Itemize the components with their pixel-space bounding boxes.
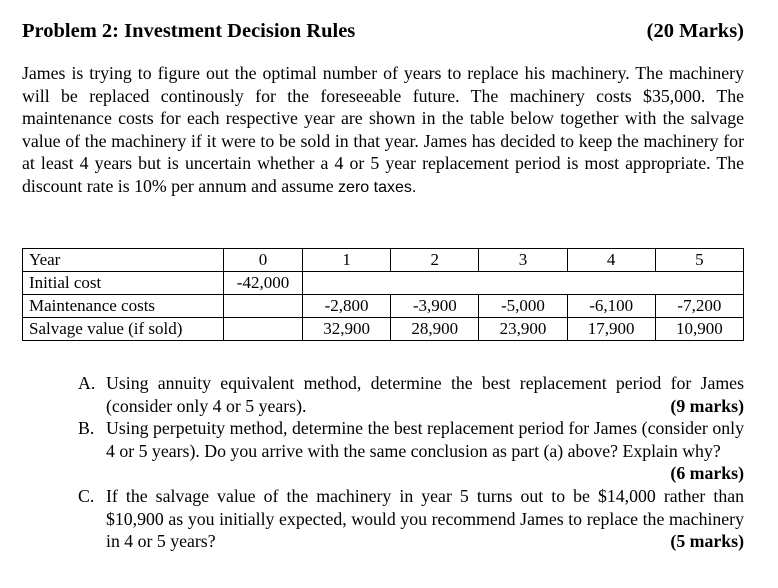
table-header-cell: 0: [224, 249, 303, 272]
question-body: Using annuity equivalent method, determine the best replacement period for James (consider only 4 or 5 years).: [106, 373, 744, 416]
table-cell: 10,900: [655, 318, 743, 341]
question-body: Using perpetuity method, determine the best replacement period for James (consider only 4 or 5 years). Do you arrive with the same conclusion as part (a) above? Explain why?: [106, 418, 744, 461]
row-label: Maintenance costs: [23, 295, 224, 318]
table-header-row: [23, 249, 744, 272]
table-header-cell: 3: [479, 249, 567, 272]
table-header-cell: Year: [23, 249, 224, 272]
table-cell: -42,000: [224, 272, 303, 295]
problem-marks: (20 Marks): [646, 20, 744, 42]
table-cell: [224, 295, 303, 318]
intro-text: James is trying to figure out the optimal number of years to replace his machinery. The machinery will be replaced continously for the foreseeable future. The machinery costs $35,000. The maintenance costs for each respective year are shown in the table below together with the salvage value of the machinery if it were to be sold in that year. James has decided to keep the machinery for at least 4 years but is uncertain whether a 4 or 5 year replacement period is most appropriate. The discount rate is 10% per annum and assume: [22, 63, 744, 196]
question-marks: (5 marks): [670, 531, 744, 552]
question-text: [106, 372, 744, 417]
table-cell: 28,900: [391, 318, 479, 341]
table-header-cell: 1: [303, 249, 391, 272]
table-cell: -5,000: [479, 295, 567, 318]
question-body: If the salvage value of the machinery in year 5 turns out to be $14,000 rather than $10,900 as you initially expected, would you recommend James to replace the machinery in 4 or 5 years?: [106, 485, 744, 552]
table-cell: -3,900: [391, 295, 479, 318]
table-header-cell: 5: [655, 249, 743, 272]
row-label: Initial cost: [23, 272, 224, 295]
table-cell: -2,800: [303, 295, 391, 318]
question-item: [78, 417, 744, 485]
questions-list: [78, 372, 744, 553]
question-text: [106, 485, 744, 553]
question-marks: (9 marks): [670, 395, 744, 416]
table-row: [23, 295, 744, 318]
table-cell: 23,900: [479, 318, 567, 341]
table-cell: [224, 318, 303, 341]
problem-title: Problem 2: Investment Decision Rules: [22, 20, 356, 42]
table-cell: 32,900: [303, 318, 391, 341]
table-cell-empty: [303, 272, 744, 295]
title-row: [22, 20, 744, 46]
intro-paragraph: [22, 62, 744, 200]
table-cell: -7,200: [655, 295, 743, 318]
question-letter: A.: [78, 373, 96, 393]
question-letter: B.: [78, 418, 95, 439]
table-row: [23, 272, 744, 295]
row-label: Salvage value (if sold): [23, 318, 224, 341]
question-marks: (6 marks): [670, 463, 744, 484]
cost-table: [22, 248, 744, 341]
table-row: [23, 318, 744, 341]
table-cell: 17,900: [567, 318, 655, 341]
question-item: [78, 485, 744, 553]
table-cell: -6,100: [567, 295, 655, 318]
question-text: [106, 417, 744, 485]
question-letter: C.: [78, 485, 95, 506]
question-item: [78, 372, 744, 417]
table-header-cell: 4: [567, 249, 655, 272]
intro-tail: zero taxes.: [338, 178, 417, 196]
table-header-cell: 2: [391, 249, 479, 272]
